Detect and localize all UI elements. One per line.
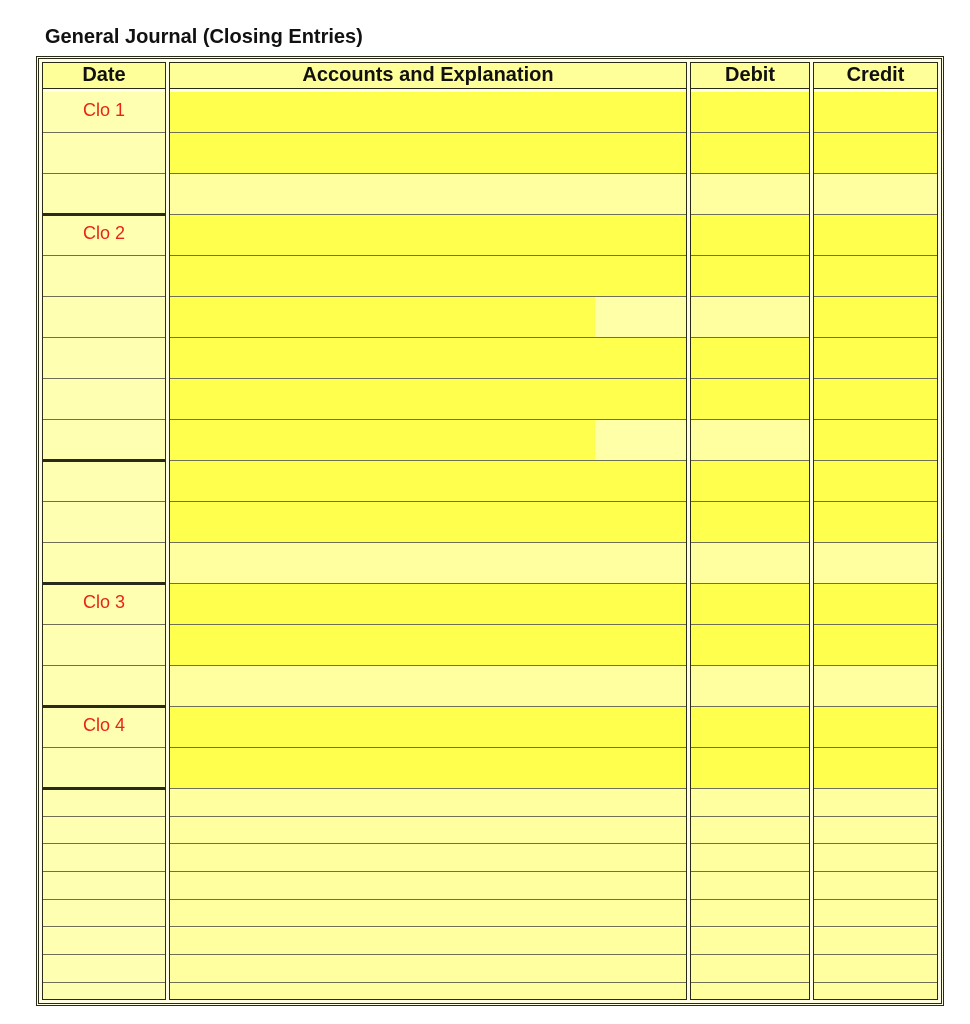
date-cell[interactable] <box>43 174 165 215</box>
accounts-cell[interactable] <box>170 707 686 748</box>
accounts-cell[interactable] <box>170 983 686 1000</box>
debit-cell[interactable] <box>691 584 809 625</box>
indented-amount-area <box>595 420 686 460</box>
accounts-cell[interactable] <box>170 215 686 256</box>
accounts-cell[interactable] <box>170 256 686 297</box>
debit-cell[interactable] <box>691 928 809 956</box>
credit-cell[interactable] <box>814 256 937 297</box>
accounts-cell[interactable] <box>170 900 686 928</box>
debit-cell[interactable] <box>691 872 809 900</box>
accounts-cell[interactable] <box>170 666 686 707</box>
date-cell[interactable] <box>43 666 165 707</box>
date-cell[interactable] <box>43 297 165 338</box>
credit-cell[interactable] <box>814 900 937 928</box>
accounts-cell[interactable] <box>170 928 686 956</box>
credit-cell[interactable] <box>814 955 937 983</box>
date-cell[interactable] <box>43 338 165 379</box>
accounts-cell[interactable] <box>170 844 686 872</box>
credit-cell[interactable] <box>814 215 937 256</box>
date-cell[interactable] <box>43 625 165 666</box>
date-cell[interactable] <box>43 133 165 174</box>
entry-date-label[interactable] <box>43 461 165 502</box>
debit-cell[interactable] <box>691 817 809 845</box>
credit-cell[interactable] <box>814 584 937 625</box>
date-header: Date <box>43 63 165 89</box>
debit-cell[interactable] <box>691 502 809 543</box>
credit-cell[interactable] <box>814 817 937 845</box>
date-cell[interactable] <box>43 900 165 928</box>
accounts-cell[interactable] <box>170 543 686 584</box>
credit-cell[interactable] <box>814 174 937 215</box>
credit-cell[interactable] <box>814 420 937 461</box>
date-cell[interactable] <box>43 928 165 956</box>
date-cell[interactable] <box>43 955 165 983</box>
group-divider <box>43 787 165 790</box>
debit-cell[interactable] <box>691 297 809 338</box>
credit-cell[interactable] <box>814 748 937 789</box>
credit-cell[interactable] <box>814 338 937 379</box>
debit-cell[interactable] <box>691 543 809 584</box>
date-cell[interactable] <box>43 420 165 461</box>
date-cell[interactable] <box>43 502 165 543</box>
debit-cell[interactable] <box>691 420 809 461</box>
credit-cell[interactable] <box>814 666 937 707</box>
credit-cell[interactable] <box>814 928 937 956</box>
accounts-cell[interactable] <box>170 133 686 174</box>
debit-cell[interactable] <box>691 707 809 748</box>
credit-cell[interactable] <box>814 707 937 748</box>
accounts-cell[interactable] <box>170 625 686 666</box>
debit-cell[interactable] <box>691 666 809 707</box>
date-cell[interactable] <box>43 789 165 817</box>
date-cell[interactable] <box>43 256 165 297</box>
accounts-cell[interactable] <box>170 817 686 845</box>
debit-cell[interactable] <box>691 338 809 379</box>
indented-amount-area <box>595 297 686 337</box>
group-divider <box>43 582 165 585</box>
credit-cell[interactable] <box>814 789 937 817</box>
debit-header: Debit <box>691 63 809 89</box>
date-cell[interactable] <box>43 748 165 789</box>
credit-column <box>813 62 938 1000</box>
accounts-cell[interactable] <box>170 872 686 900</box>
date-cell[interactable] <box>43 983 165 1000</box>
accounts-cell[interactable] <box>170 338 686 379</box>
journal-title: General Journal (Closing Entries) <box>45 26 363 48</box>
date-column <box>42 62 166 1000</box>
debit-cell[interactable] <box>691 748 809 789</box>
accounts-cell[interactable] <box>170 584 686 625</box>
debit-cell[interactable] <box>691 789 809 817</box>
accounts-cell[interactable] <box>170 379 686 420</box>
entry-date-label[interactable]: Clo 3 <box>43 584 165 625</box>
date-cell[interactable] <box>43 379 165 420</box>
accounts-cell[interactable] <box>170 748 686 789</box>
general-journal-table <box>36 56 944 1006</box>
accounts-column <box>169 62 687 1000</box>
accounts-cell[interactable] <box>170 92 686 133</box>
debit-cell[interactable] <box>691 92 809 133</box>
date-cell[interactable] <box>43 543 165 584</box>
debit-column <box>690 62 810 1000</box>
debit-cell[interactable] <box>691 133 809 174</box>
credit-cell[interactable] <box>814 625 937 666</box>
debit-cell[interactable] <box>691 379 809 420</box>
accounts-cell[interactable] <box>170 502 686 543</box>
entry-date-label[interactable]: Clo 2 <box>43 215 165 256</box>
group-divider <box>43 705 165 708</box>
date-cell[interactable] <box>43 872 165 900</box>
accounts-cell[interactable] <box>170 461 686 502</box>
credit-cell[interactable] <box>814 461 937 502</box>
accounts-header: Accounts and Explanation <box>170 63 686 89</box>
debit-cell[interactable] <box>691 174 809 215</box>
entry-date-label[interactable]: Clo 1 <box>43 92 165 133</box>
accounts-cell[interactable] <box>170 955 686 983</box>
entry-date-label[interactable]: Clo 4 <box>43 707 165 748</box>
credit-cell[interactable] <box>814 502 937 543</box>
group-divider <box>43 459 165 462</box>
credit-cell[interactable] <box>814 543 937 584</box>
debit-cell[interactable] <box>691 900 809 928</box>
credit-cell[interactable] <box>814 844 937 872</box>
debit-cell[interactable] <box>691 215 809 256</box>
accounts-cell[interactable] <box>170 789 686 817</box>
credit-header: Credit <box>814 63 937 89</box>
debit-cell[interactable] <box>691 256 809 297</box>
group-divider <box>43 213 165 216</box>
date-cell[interactable] <box>43 817 165 845</box>
debit-cell[interactable] <box>691 983 809 1000</box>
credit-cell[interactable] <box>814 872 937 900</box>
debit-cell[interactable] <box>691 844 809 872</box>
debit-cell[interactable] <box>691 461 809 502</box>
debit-cell[interactable] <box>691 625 809 666</box>
credit-cell[interactable] <box>814 983 937 1000</box>
accounts-cell[interactable] <box>170 174 686 215</box>
debit-cell[interactable] <box>691 955 809 983</box>
date-cell[interactable] <box>43 844 165 872</box>
credit-cell[interactable] <box>814 297 937 338</box>
credit-cell[interactable] <box>814 379 937 420</box>
credit-cell[interactable] <box>814 133 937 174</box>
credit-cell[interactable] <box>814 92 937 133</box>
